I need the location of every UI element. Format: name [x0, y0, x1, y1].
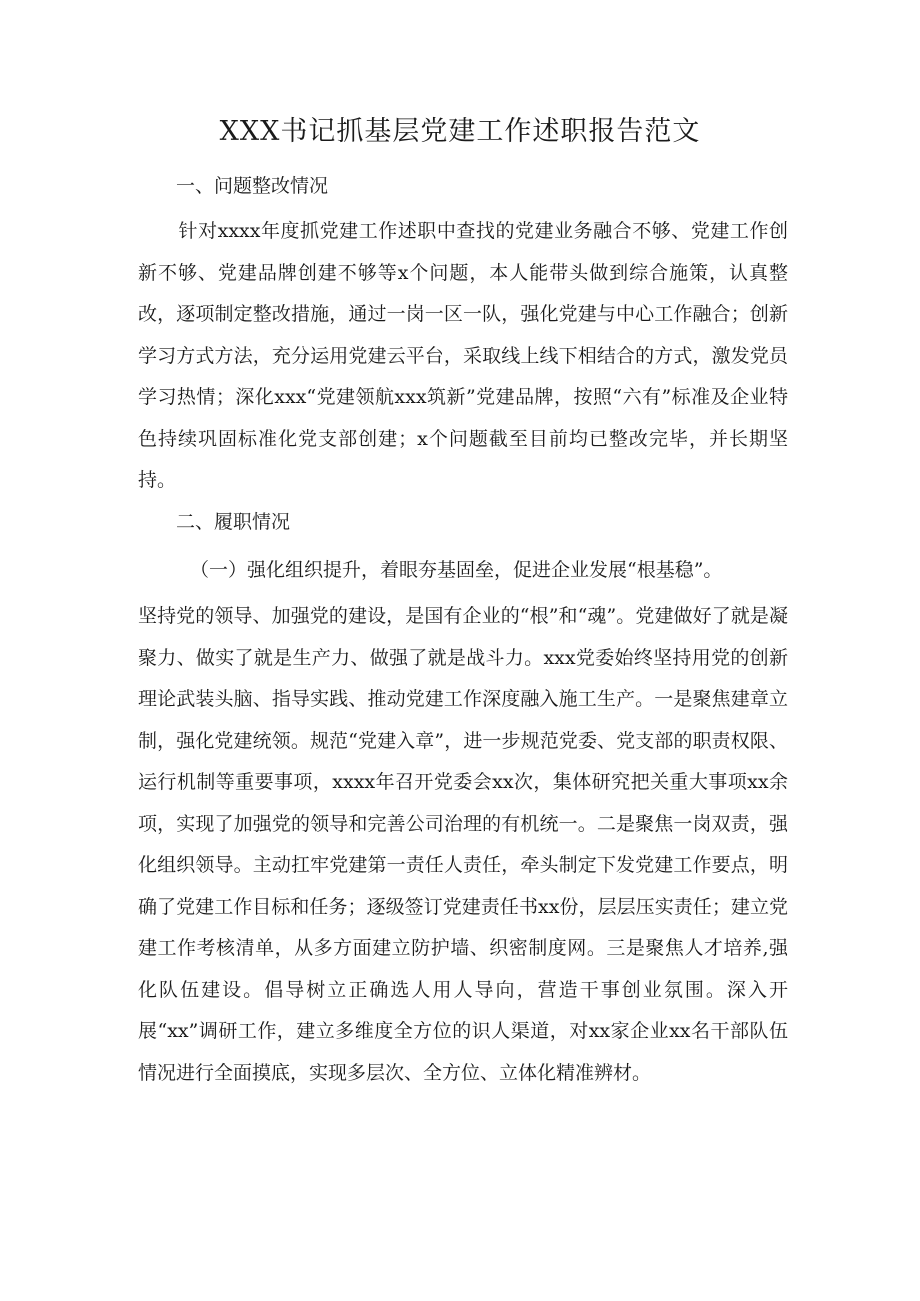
- document-title: XXX书记抓基层党建工作述职报告范文: [219, 116, 701, 147]
- paragraph-organization: 坚持党的领导、加强党的建设，是国有企业的“根”和“魂”。党建做好了就是凝聚力、做实了就是生产力、做强了就是战斗力。xxx党委始终坚持用党的创新理论武装头脑、指导实践、推动党建工作深度融入施工生产。一是聚焦建章立制，强化党建统领。规范“党建入章”，进一步规范党委、党支部的职责权限、运行机制等重要事项，xxxx年召开党委会xx次，集体研究把关重大事项xx余项，实现了加强党的领导和完善公司治理的有机统一。二是聚焦一岗双责，强化组织领导。主动扛牢党建第一责任人责任，牵头制定下发党建工作要点，明确了党建工作目标和任务；逐级签订党建责任书xx份，层层压实责任；建立党建工作考核清单，从多方面建立防护墙、织密制度网。三是聚焦人才培养,强化队伍建设。倡导树立正确选人用人导向，营造干事创业氛围。深入开展“xx”调研工作，建立多维度全方位的识人渠道，对xx家企业xx名干部队伍情况进行全面摸底，实现多层次、全方位、立体化精准辨材。: [138, 605, 788, 1084]
- section-heading-problem-rectification: 一、问题整改情况: [176, 175, 329, 197]
- section-heading-duty-performance: 二、履职情况: [176, 511, 291, 533]
- subsection-heading-organization: （一）强化组织提升，着眼夯基固垒，促进企业发展“根基稳”。: [190, 559, 723, 581]
- paragraph-problem-rectification: [138, 211, 788, 502]
- paragraph-problem-rectification-text: 针对xxxx年度抓党建工作述职中查找的党建业务融合不够、党建工作创新不够、党建品牌创建不够等x个问题，本人能带头做到综合施策，认真整改，逐项制定整改措施，通过一岗一区一队，强化党建与中心工作融合；创新学习方式方法，充分运用党建云平台，采取线上线下相结合的方式，激发党员学习热情；深化xxx“党建领航xxx筑新”党建品牌，按照“六有”标准及企业特色持续巩固标准化党支部创建；x个问题截至目前均已整改完毕，并长期坚持。: [138, 220, 788, 491]
